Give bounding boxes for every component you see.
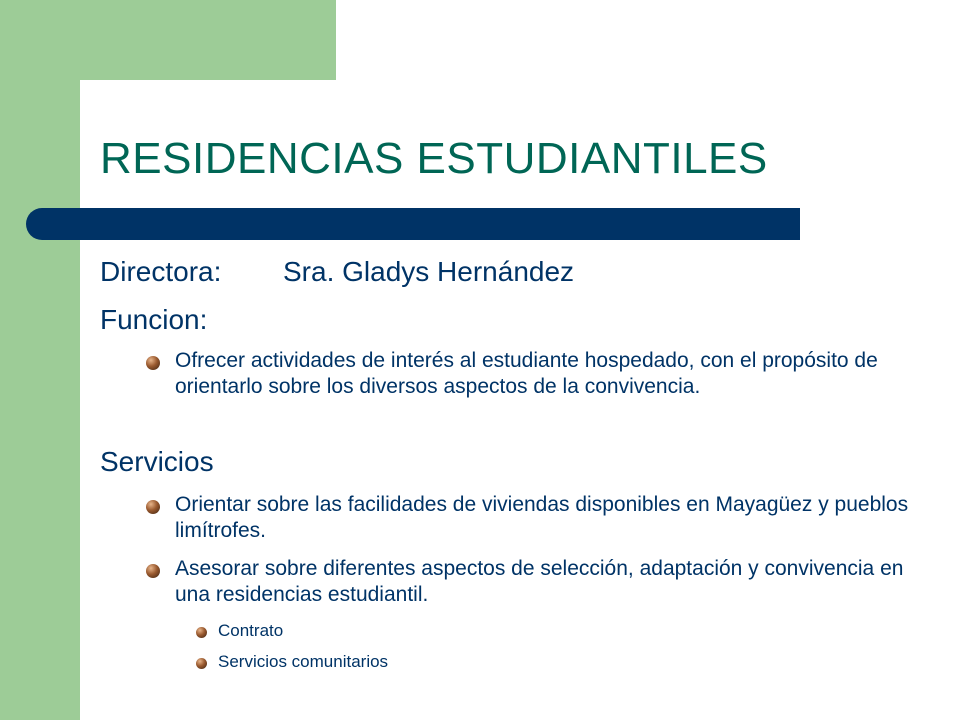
slide-title: RESIDENCIAS ESTUDIANTILES <box>100 134 768 183</box>
funcion-heading: Funcion: <box>100 304 208 335</box>
bullet-icon <box>146 500 160 514</box>
servicios-heading: Servicios <box>100 446 214 477</box>
bullet-icon <box>146 564 160 578</box>
servicios-subitem: Servicios comunitarios <box>218 652 389 671</box>
servicios-item: Asesorar sobre diferentes aspectos de selección, adaptación y convivencia en una residencias estudiantil. <box>175 557 904 606</box>
directora-label: Directora: <box>100 256 222 287</box>
servicios-subitem: Contrato <box>218 621 284 640</box>
bullet-icon <box>196 658 207 669</box>
funcion-item: Ofrecer actividades de interés al estudiante hospedado, con el propósito de orientarlo sobre los diversos aspectos de la convivencia. <box>175 349 878 398</box>
directora-line <box>100 256 574 288</box>
servicios-item: Orientar sobre las facilidades de viviendas disponibles en Mayagüez y pueblos limítrofes. <box>175 493 909 542</box>
bullet-icon <box>196 627 207 638</box>
directora-name: Sra. Gladys Hernández <box>283 256 575 287</box>
bullet-icon <box>146 356 160 370</box>
